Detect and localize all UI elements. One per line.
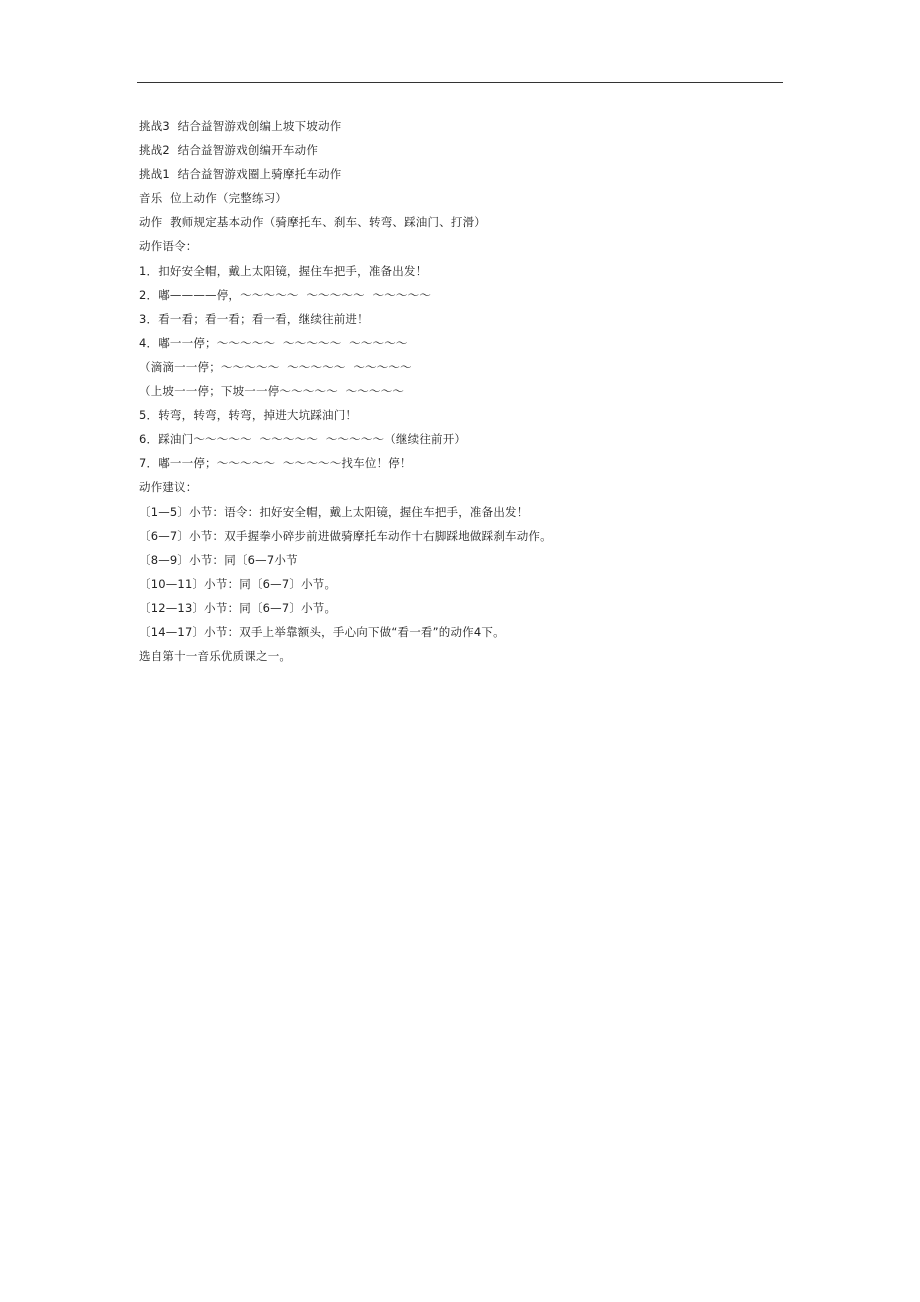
source-note: 选自第十一音乐优质课之一。 bbox=[139, 649, 292, 664]
action-line: 动作 教师规定基本动作（骑摩托车、刹车、转弯、踩油门、打滑） bbox=[139, 215, 487, 230]
cue-6: 6．踩油门～～～～～ ～～～～～ ～～～～～（继续往前开） bbox=[139, 432, 467, 447]
document-body bbox=[139, 114, 779, 668]
suggestion-bars-6-7: 〔6—7〕小节：双手握拳小碎步前进做骑摩托车动作十右脚踩地做踩刹车动作。 bbox=[139, 528, 552, 543]
suggestion-bars-8-9: 〔8—9〕小节：同〔6—7小节 bbox=[139, 552, 298, 567]
cue-2: 2．嘟————停，～～～～～ ～～～～～ ～～～～～ bbox=[139, 287, 432, 302]
suggestions-heading: 动作建议： bbox=[139, 480, 198, 495]
header-rule bbox=[137, 82, 783, 83]
music-line: 音乐 位上动作（完整练习） bbox=[139, 191, 288, 206]
cue-5: 5．转弯，转弯，转弯，掉进大坑踩油门！ bbox=[139, 408, 358, 423]
cue-7: 7．嘟一一停；～～～～～ ～～～～～找车位！停！ bbox=[139, 456, 412, 471]
cue-1: 1．扣好安全帽，戴上太阳镜，握住车把手，准备出发！ bbox=[139, 263, 428, 278]
challenge-1-line: 挑战1 结合益智游戏圈上骑摩托车动作 bbox=[139, 167, 342, 182]
cue-4-variant-2: （上坡一一停；下坡一一停～～～～～ ～～～～～ bbox=[139, 384, 405, 399]
cue-3: 3．看一看；看一看；看一看，继续往前进！ bbox=[139, 311, 369, 326]
suggestion-bars-10-11: 〔10—11〕小节：同〔6—7〕小节。 bbox=[139, 576, 337, 591]
challenge-3-line: 挑战3 结合益智游戏创编上坡下坡动作 bbox=[139, 119, 342, 133]
suggestion-bars-12-13: 〔12—13〕小节：同〔6—7〕小节。 bbox=[139, 600, 337, 615]
suggestion-bars-14-17: 〔14—17〕小节：双手上举靠额头，手心向下做“看一看”的动作4下。 bbox=[139, 624, 505, 639]
cue-4-variant-1: （滴滴一一停；～～～～～ ～～～～～ ～～～～～ bbox=[139, 359, 412, 374]
action-cues-heading: 动作语令： bbox=[139, 239, 198, 254]
suggestion-bars-1-5: 〔1—5〕小节：语令：扣好安全帽，戴上太阳镜，握住车把手，准备出发！ bbox=[139, 504, 529, 519]
challenge-2-line: 挑战2 结合益智游戏创编开车动作 bbox=[139, 143, 319, 158]
cue-4: 4．嘟一一停；～～～～～ ～～～～～ ～～～～～ bbox=[139, 335, 408, 350]
